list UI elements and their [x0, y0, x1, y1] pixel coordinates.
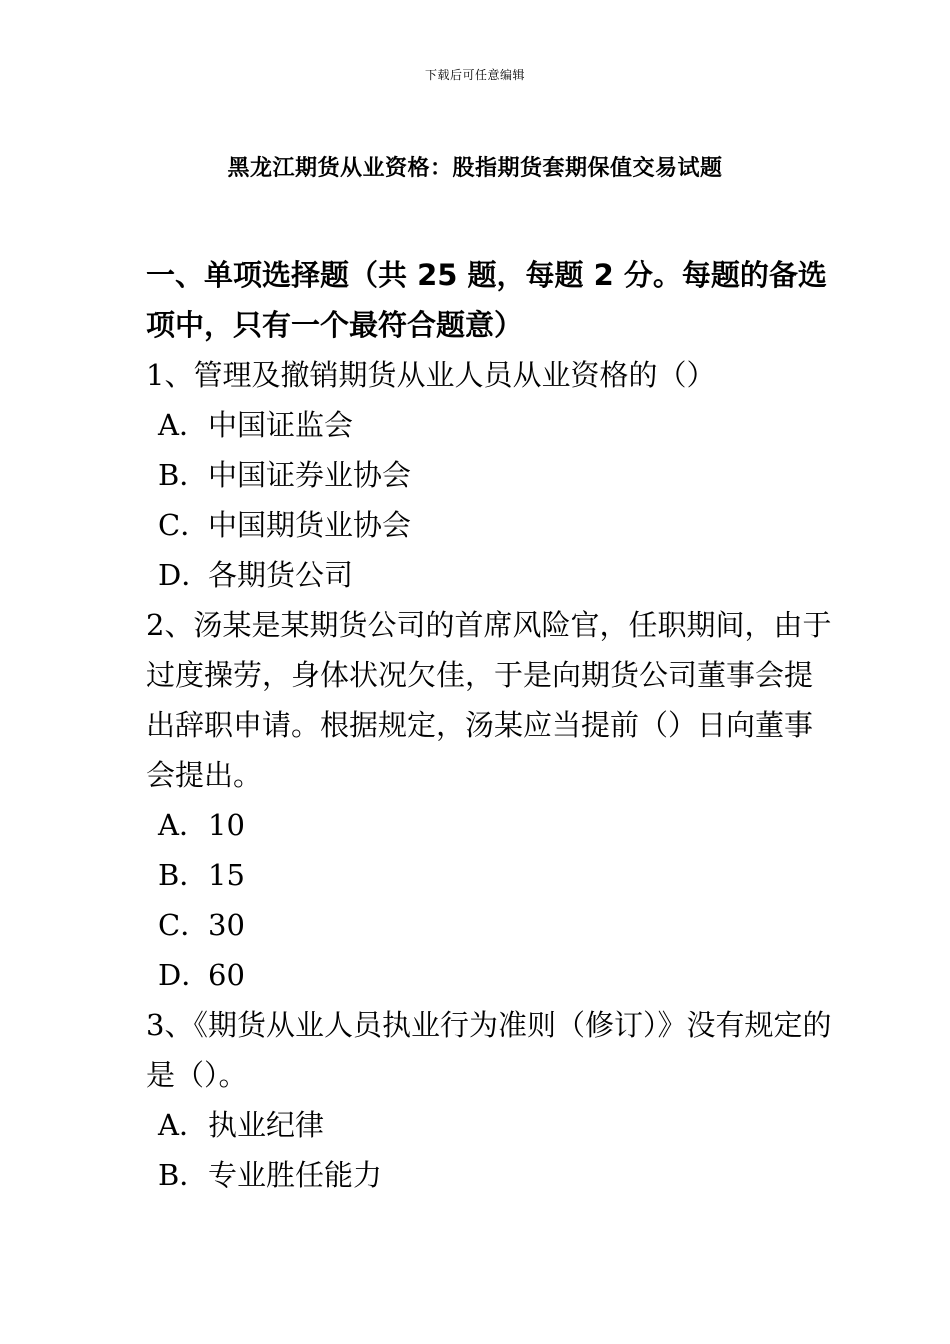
question-text: 1、管理及撤销期货从业人员从业资格的（） [146, 358, 716, 392]
option-c [146, 900, 836, 950]
option-text: 中国期货业协会 [208, 508, 412, 542]
question-text: 2、汤某是某期货公司的首席风险官，任职期间，由于过度操劳，身体状况欠佳，于是向期货公司董事会提出辞职申请。根据规定，汤某应当提前（）日向董事会提出。 [146, 608, 832, 792]
option-letter: D． [158, 958, 211, 992]
option-letter: B． [158, 458, 209, 492]
option-d [146, 950, 836, 1000]
option-text: 专业胜任能力 [208, 1158, 383, 1192]
document-title: 黑龙江期货从业资格：股指期货套期保值交易试题 [227, 156, 723, 181]
question-3 [146, 1000, 836, 1200]
question-1 [146, 350, 836, 600]
option-letter: A． [158, 808, 208, 842]
option-letter: B． [158, 858, 209, 892]
option-b [146, 450, 836, 500]
option-text: 各期货公司 [208, 558, 354, 592]
option-text: 中国证监会 [208, 408, 354, 442]
option-letter: C． [158, 508, 210, 542]
option-a [146, 400, 836, 450]
question-text: 3、《期货从业人员执业行为准则（修订）》没有规定的是（）。 [146, 1008, 832, 1092]
section-heading: 一、单项选择题（共 25 题，每题 2 分。每题的备选项中，只有一个最符合题意） [146, 258, 827, 342]
option-letter: A． [158, 408, 208, 442]
option-d [146, 550, 836, 600]
option-text: 中国证券业协会 [208, 458, 412, 492]
option-letter: C． [158, 908, 210, 942]
option-text: 15 [208, 858, 245, 892]
document-body [146, 250, 836, 1200]
option-text: 30 [208, 908, 245, 942]
option-a [146, 800, 836, 850]
option-letter: D． [158, 558, 211, 592]
option-a [146, 1100, 836, 1150]
option-c [146, 500, 836, 550]
option-text: 10 [208, 808, 245, 842]
header-note: 下载后可任意编辑 [424, 68, 525, 82]
option-letter: B． [158, 1158, 209, 1192]
question-2 [146, 600, 836, 1000]
option-b [146, 850, 836, 900]
option-text: 60 [208, 958, 245, 992]
option-letter: A． [158, 1108, 208, 1142]
option-b [146, 1150, 836, 1200]
option-text: 执业纪律 [208, 1108, 325, 1142]
